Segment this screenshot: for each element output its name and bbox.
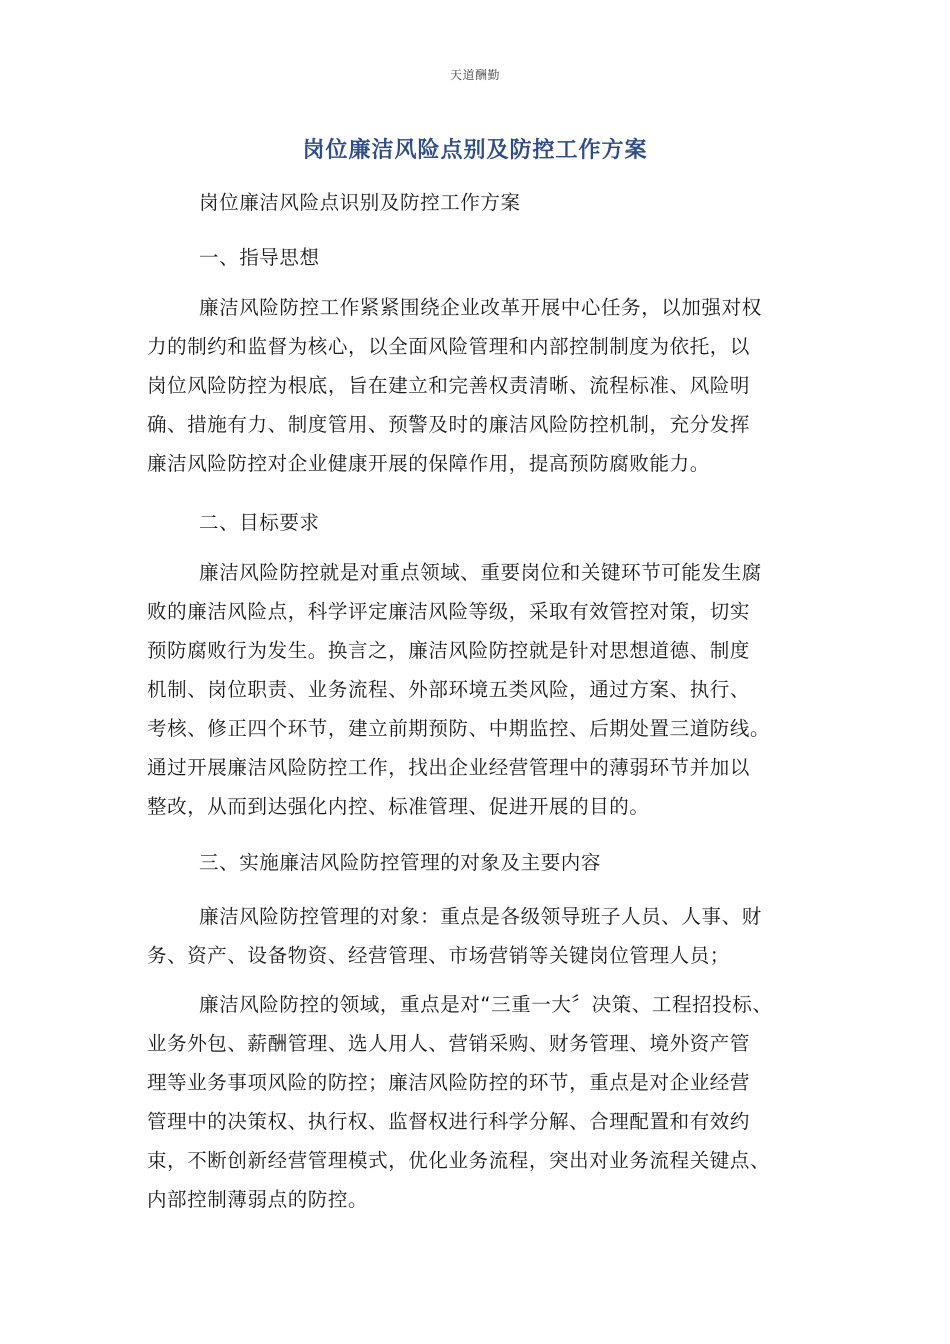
text-line: 理等业务事项风险的防控；廉洁风险防控的环节，重点是对企业经营 (147, 1071, 751, 1094)
text-line: 管理中的决策权、执行权、监督权进行科学分解、合理配置和有效约 (147, 1110, 751, 1133)
section2-heading: 二、目标要求 (199, 511, 320, 534)
text-line: 确、措施有力、制度管用、预警及时的廉洁风险防控机制，充分发挥 (147, 413, 751, 436)
text-line: 廉洁风险防控管理的对象：重点是各级领导班子人员、人事、财 (199, 905, 762, 928)
text-line: 业务外包、薪酬管理、选人用人、营销采购、财务管理、境外资产管 (147, 1032, 751, 1055)
text-line: 廉洁风险防控就是对重点领域、重要岗位和关键环节可能发生腐 (199, 561, 762, 584)
text-line: 败的廉洁风险点，科学评定廉洁风险等级，采取有效管控对策，切实 (147, 600, 751, 623)
text-line: 廉洁风险防控的领域，重点是对“三重一大〞决策、工程招投标、 (199, 993, 773, 1016)
text-line: 通过开展廉洁风险防控工作，找出企业经营管理中的薄弱环节并加以 (147, 756, 751, 779)
text-line: 内部控制薄弱点的防控。 (147, 1188, 369, 1211)
section3-heading: 三、实施廉洁风险防控管理的对象及主要内容 (199, 851, 602, 874)
text-line: 整改，从而到达强化内控、标准管理、促进开展的目的。 (147, 795, 650, 818)
section1-heading: 一、指导思想 (199, 246, 320, 269)
section1-paragraph (147, 288, 817, 483)
text-line: 务、资产、设备物资、经营管理、市场营销等关键岗位管理人员； (147, 944, 730, 967)
header-mark: 天道酬勤 (449, 68, 500, 82)
text-line: 考核、修正四个环节，建立前期预防、中期监控、后期处置三道防线。 (147, 717, 771, 740)
text-line: 力的制约和监督为核心，以全面风险管理和内部控制制度为依托，以 (147, 335, 751, 358)
document-subtitle: 岗位廉洁风险点识别及防控工作方案 (199, 191, 521, 214)
text-line: 廉洁风险防控对企业健康开展的保障作用，提高预防腐败能力。 (147, 452, 710, 475)
text-line: 廉洁风险防控工作紧紧围绕企业改革开展中心任务，以加强对权 (199, 296, 762, 319)
document-title: 岗位廉洁风险点别及防控工作方案 (302, 138, 648, 163)
section3-paragraph-1 (147, 897, 817, 975)
text-line: 机制、岗位职责、业务流程、外部环境五类风险，通过方案、执行、 (147, 678, 751, 701)
text-line: 束，不断创新经营管理模式，优化业务流程，突出对业务流程关键点、 (147, 1149, 771, 1172)
text-line: 预防腐败行为发生。换言之，廉洁风险防控就是针对思想道德、制度 (147, 639, 751, 662)
section2-paragraph (147, 553, 817, 826)
section3-paragraph-2 (147, 985, 817, 1219)
text-line: 岗位风险防控为根底，旨在建立和完善权责清晰、流程标准、风险明 (147, 374, 751, 397)
